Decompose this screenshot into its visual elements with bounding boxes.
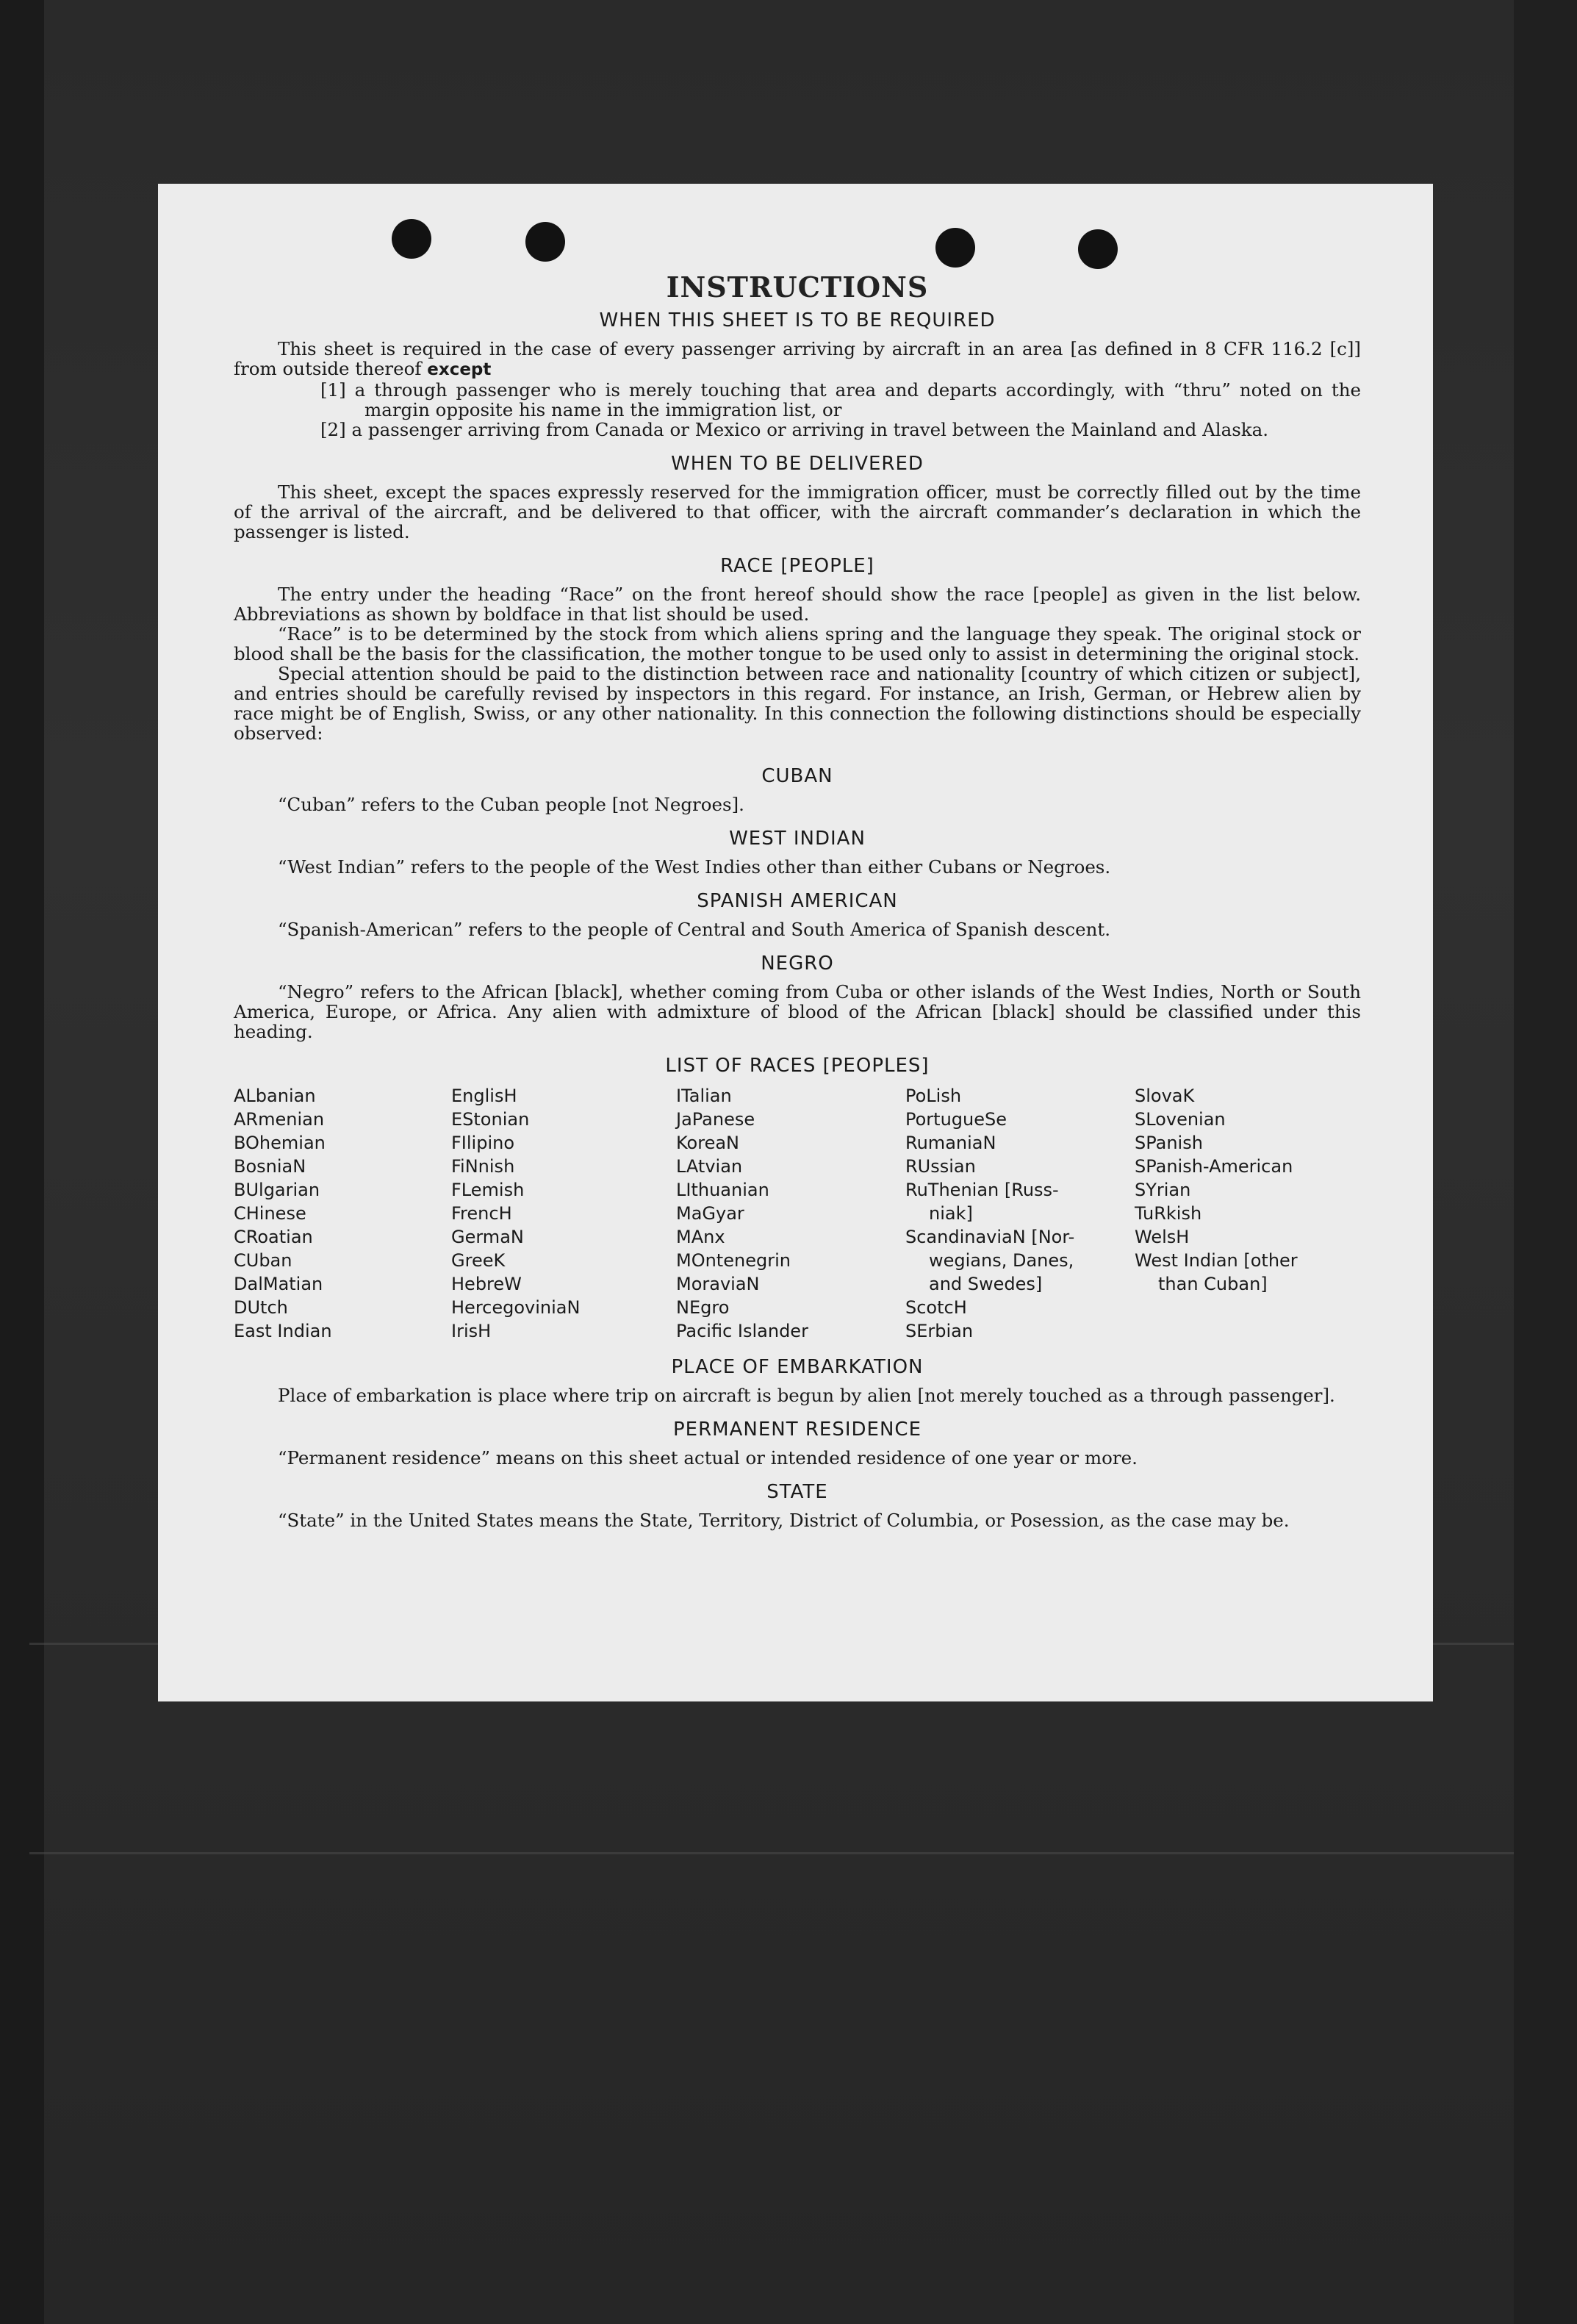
- race-item: wegians, Danes,: [929, 1250, 1074, 1271]
- race-item: SYrian: [1135, 1180, 1191, 1200]
- punch-hole: [525, 222, 565, 262]
- race-item: BUlgarian: [234, 1180, 320, 1200]
- scan-line: [29, 1852, 1514, 1854]
- state-text: “State” in the United States means the State, Territory, District of Columbia, or Posession, as the case may be.: [278, 1510, 1290, 1531]
- race-item: niak]: [929, 1203, 973, 1224]
- race-column-5: [1135, 1084, 1355, 1343]
- race-item: TuRkish: [1135, 1203, 1202, 1224]
- race-item: BosniaN: [234, 1156, 306, 1177]
- race-item: CRoatian: [234, 1227, 313, 1247]
- race-item: LAtvian: [676, 1156, 743, 1177]
- section-heading-list: LIST OF RACES [PEOPLES]: [665, 1055, 930, 1077]
- race-item: RumaniaN: [905, 1133, 996, 1153]
- west-indian-text: “West Indian” refers to the people of the West Indies other than either Cubans or Negroes.: [278, 856, 1111, 878]
- race-item: FrencH: [451, 1203, 512, 1224]
- punch-hole: [1078, 229, 1118, 269]
- race-item: JaPanese: [676, 1109, 755, 1130]
- punch-hole: [392, 219, 431, 259]
- race-item: PoLish: [905, 1086, 962, 1106]
- race-item: ScandinaviaN [Nor-: [905, 1227, 1075, 1247]
- race-item: HercegoviniaN: [451, 1297, 581, 1318]
- film-edge-right: [1514, 0, 1577, 2324]
- race-item: MaGyar: [676, 1203, 744, 1224]
- race-item: ALbanian: [234, 1086, 316, 1106]
- section-heading-cuban: CUBAN: [761, 765, 833, 787]
- race-item: Pacific Islander: [676, 1321, 808, 1341]
- race-item: SlovaK: [1135, 1086, 1195, 1106]
- race-item: West Indian [other: [1135, 1250, 1298, 1271]
- race-item: DalMatian: [234, 1274, 323, 1294]
- race-column-1: [234, 1084, 451, 1343]
- section-heading-spanish-american: SPANISH AMERICAN: [697, 890, 898, 912]
- embarkation-text: Place of embarkation is place where trip on aircraft is begun by alien [not merely touched as a through passenger].: [278, 1385, 1335, 1406]
- race-paragraph-3: Special attention should be paid to the distinction between race and nationality [country of which citizen or subject], and entries should be carefully revised by inspectors in this regard. For instance, an Irish, German, or Hebrew alien by race might be of English, Swiss, or any other nationality. In this connection the following distinctions should be especially observed:: [234, 663, 1361, 744]
- race-item: MAnx: [676, 1227, 725, 1247]
- race-list: [234, 1084, 1361, 1343]
- race-item: East Indian: [234, 1321, 332, 1341]
- section-heading-race: RACE [PEOPLE]: [720, 555, 874, 577]
- section-heading-residence: PERMANENT RESIDENCE: [672, 1419, 922, 1441]
- race-item: WelsH: [1135, 1227, 1190, 1247]
- negro-text: “Negro” refers to the African [black], whether coming from Cuba or other islands of the West Indies, North or South America, Europe, or Africa. Any alien with admixture of blood of the African [black] should be classified under this heading.: [234, 981, 1361, 1042]
- required-item-1: [1] a through passenger who is merely touching that area and departs accordingly, with “thru” noted on the margin opposite his name in the immigration list, or: [320, 379, 1361, 420]
- film-edge-left: [0, 0, 44, 2324]
- race-item: FLemish: [451, 1180, 525, 1200]
- race-item: NEgro: [676, 1297, 730, 1318]
- race-item: LIthuanian: [676, 1180, 769, 1200]
- section-heading-negro: NEGRO: [761, 953, 834, 975]
- race-item: SLovenian: [1135, 1109, 1226, 1130]
- race-item: FIlipino: [451, 1133, 515, 1153]
- instruction-sheet: [158, 184, 1433, 1701]
- race-item: ScotcH: [905, 1297, 967, 1318]
- race-item: EnglisH: [451, 1086, 517, 1106]
- section-heading-required: WHEN THIS SHEET IS TO BE REQUIRED: [599, 309, 996, 331]
- race-item: DUtch: [234, 1297, 288, 1318]
- race-item: MOntenegrin: [676, 1250, 791, 1271]
- spanish-american-text: “Spanish-American” refers to the people of Central and South America of Spanish descent.: [278, 919, 1111, 940]
- race-item: than Cuban]: [1158, 1274, 1268, 1294]
- section-heading-embarkation: PLACE OF EMBARKATION: [671, 1356, 924, 1378]
- race-item: EStonian: [451, 1109, 530, 1130]
- race-item: SPanish: [1135, 1133, 1203, 1153]
- race-item: MoraviaN: [676, 1274, 760, 1294]
- race-item: and Swedes]: [929, 1274, 1043, 1294]
- residence-text: “Permanent residence” means on this sheet actual or intended residence of one year or more.: [278, 1447, 1138, 1468]
- race-item: GermaN: [451, 1227, 524, 1247]
- race-item: ARmenian: [234, 1109, 325, 1130]
- page-title: INSTRUCTIONS: [666, 270, 929, 304]
- race-item: SErbian: [905, 1321, 974, 1341]
- race-item: GreeK: [451, 1250, 506, 1271]
- race-item: RuThenian [Russ-: [905, 1180, 1059, 1200]
- race-item: FiNnish: [451, 1156, 515, 1177]
- race-item: ITalian: [676, 1086, 732, 1106]
- race-item: CUban: [234, 1250, 292, 1271]
- cuban-text: “Cuban” refers to the Cuban people [not Negroes].: [278, 794, 744, 815]
- race-item: RUssian: [905, 1156, 976, 1177]
- race-item: BOhemian: [234, 1133, 326, 1153]
- delivered-text: This sheet, except the spaces expressly reserved for the immigration officer, must be correctly filled out by the time of the arrival of the aircraft, and be delivered to that officer, with the aircraft commander’s declaration in which the passenger is listed.: [234, 481, 1361, 542]
- race-column-2: [451, 1084, 676, 1343]
- race-item: PortugueSe: [905, 1109, 1007, 1130]
- section-heading-state: STATE: [766, 1481, 828, 1503]
- race-item: KoreaN: [676, 1133, 739, 1153]
- section-heading-delivered: WHEN TO BE DELIVERED: [671, 453, 924, 475]
- race-column-3: [676, 1084, 905, 1343]
- race-item: HebreW: [451, 1274, 522, 1294]
- race-item: SPanish-American: [1135, 1156, 1293, 1177]
- race-paragraph-1: The entry under the heading “Race” on the front hereof should show the race [people] as given in the list below. Abbreviations as shown by boldface in that list should be used.: [234, 584, 1361, 625]
- race-item: CHinese: [234, 1203, 306, 1224]
- race-item: IrisH: [451, 1321, 492, 1341]
- race-column-4: [905, 1084, 1135, 1343]
- required-intro: This sheet is required in the case of every passenger arriving by aircraft in an area [as defined in 8 CFR 116.2 [c]] from outside thereof except: [234, 338, 1361, 379]
- required-item-2: [2] a passenger arriving from Canada or Mexico or arriving in travel between the Mainland and Alaska.: [320, 419, 1269, 440]
- race-paragraph-2: “Race” is to be determined by the stock from which aliens spring and the language they speak. The original stock or blood shall be the basis for the classification, the mother tongue to be used only to assist in determining the original stock.: [234, 623, 1361, 664]
- section-heading-west-indian: WEST INDIAN: [729, 828, 866, 850]
- punch-hole: [935, 228, 975, 268]
- required-except: except: [427, 360, 492, 379]
